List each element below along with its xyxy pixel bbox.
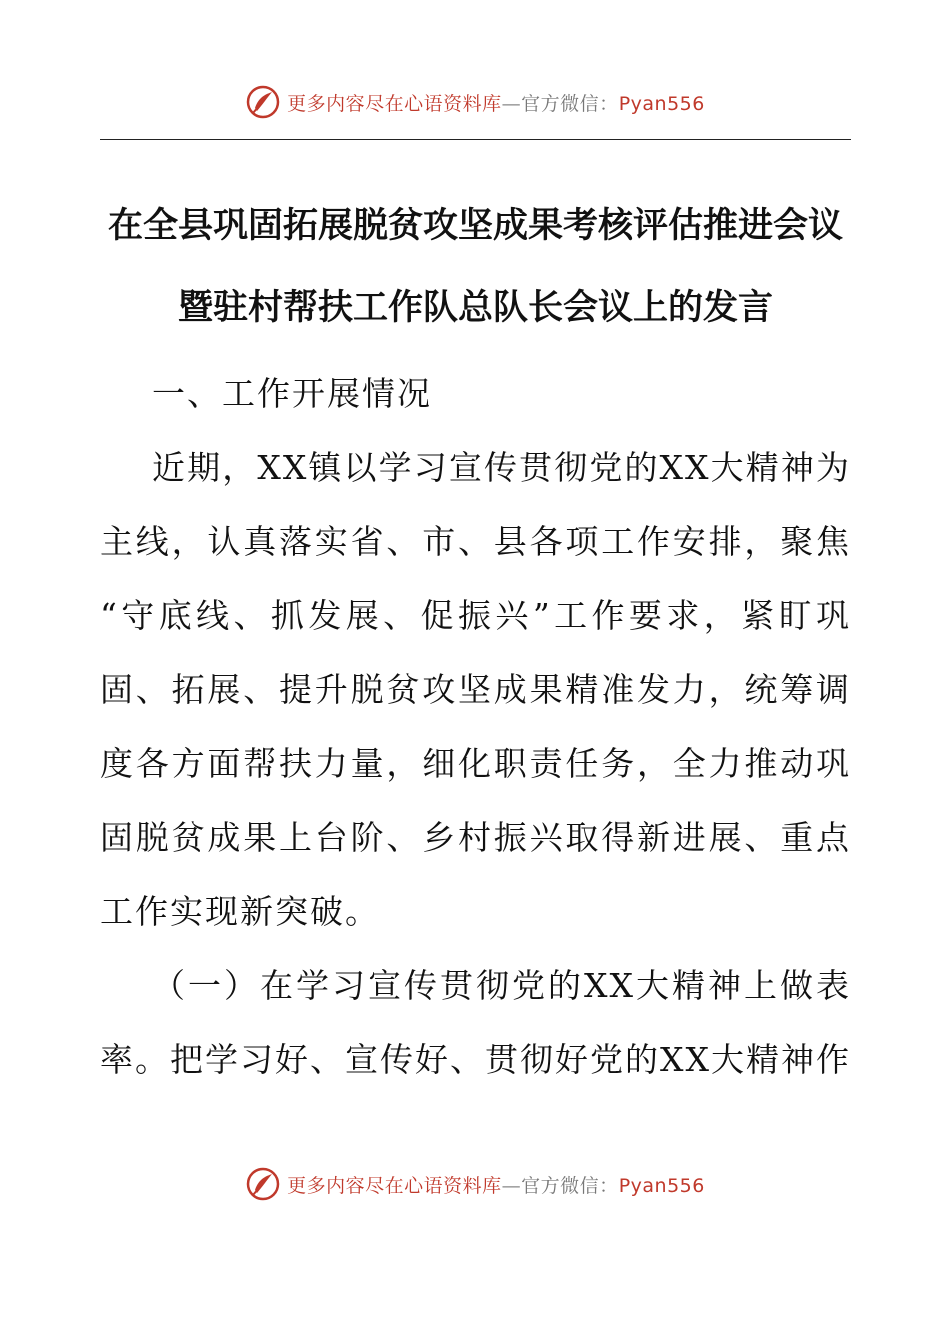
paragraph-line: 主线，认真落实省、市、县各项工作安排，聚焦	[100, 522, 851, 561]
banner-text	[287, 1171, 705, 1198]
banner-wechat-label: 官方微信：	[521, 92, 619, 115]
document-title-line-1: 在全县巩固拓展脱贫攻坚成果考核评估推进会议	[107, 206, 843, 246]
banner-main-text: 更多内容尽在心语资料库	[287, 92, 502, 115]
paragraph-line: 率。把学习好、宣传好、贯彻好党的XX大精神作	[100, 1040, 851, 1079]
header-divider	[100, 139, 851, 140]
paragraph-line: 度各方面帮扶力量，细化职责任务，全力推动巩	[100, 744, 851, 783]
paragraph-line: 工作实现新突破。	[100, 892, 380, 931]
banner-separator: —	[501, 1174, 522, 1197]
document-title-line-2: 暨驻村帮扶工作队总队长会议上的发言	[177, 288, 773, 328]
paragraph-line: “守底线、抓发展、促振兴”工作要求，紧盯巩	[100, 596, 851, 635]
banner-separator: —	[501, 92, 522, 115]
paragraph-line: 固、拓展、提升脱贫攻坚成果精准发力，统筹调	[100, 670, 851, 709]
paragraph-line: 固脱贫成果上台阶、乡村振兴取得新进展、重点	[100, 818, 851, 857]
banner-text	[287, 89, 705, 116]
banner-wechat-label: 官方微信：	[521, 1174, 619, 1197]
banner-wechat-id: Pyan556	[618, 92, 705, 115]
banner-main-text: 更多内容尽在心语资料库	[287, 1174, 502, 1197]
brand-logo-icon	[245, 1166, 281, 1202]
footer-banner	[0, 1162, 950, 1206]
brand-logo-icon	[245, 84, 281, 120]
banner-wechat-id: Pyan556	[618, 1174, 705, 1197]
document-body	[100, 357, 851, 1097]
paragraph-line: （一）在学习宣传贯彻党的XX大精神上做表	[152, 966, 851, 1005]
paragraph-line: 近期，XX镇以学习宣传贯彻党的XX大精神为	[152, 448, 851, 487]
header-banner	[0, 80, 950, 124]
section-heading: 一、工作开展情况	[152, 374, 432, 413]
